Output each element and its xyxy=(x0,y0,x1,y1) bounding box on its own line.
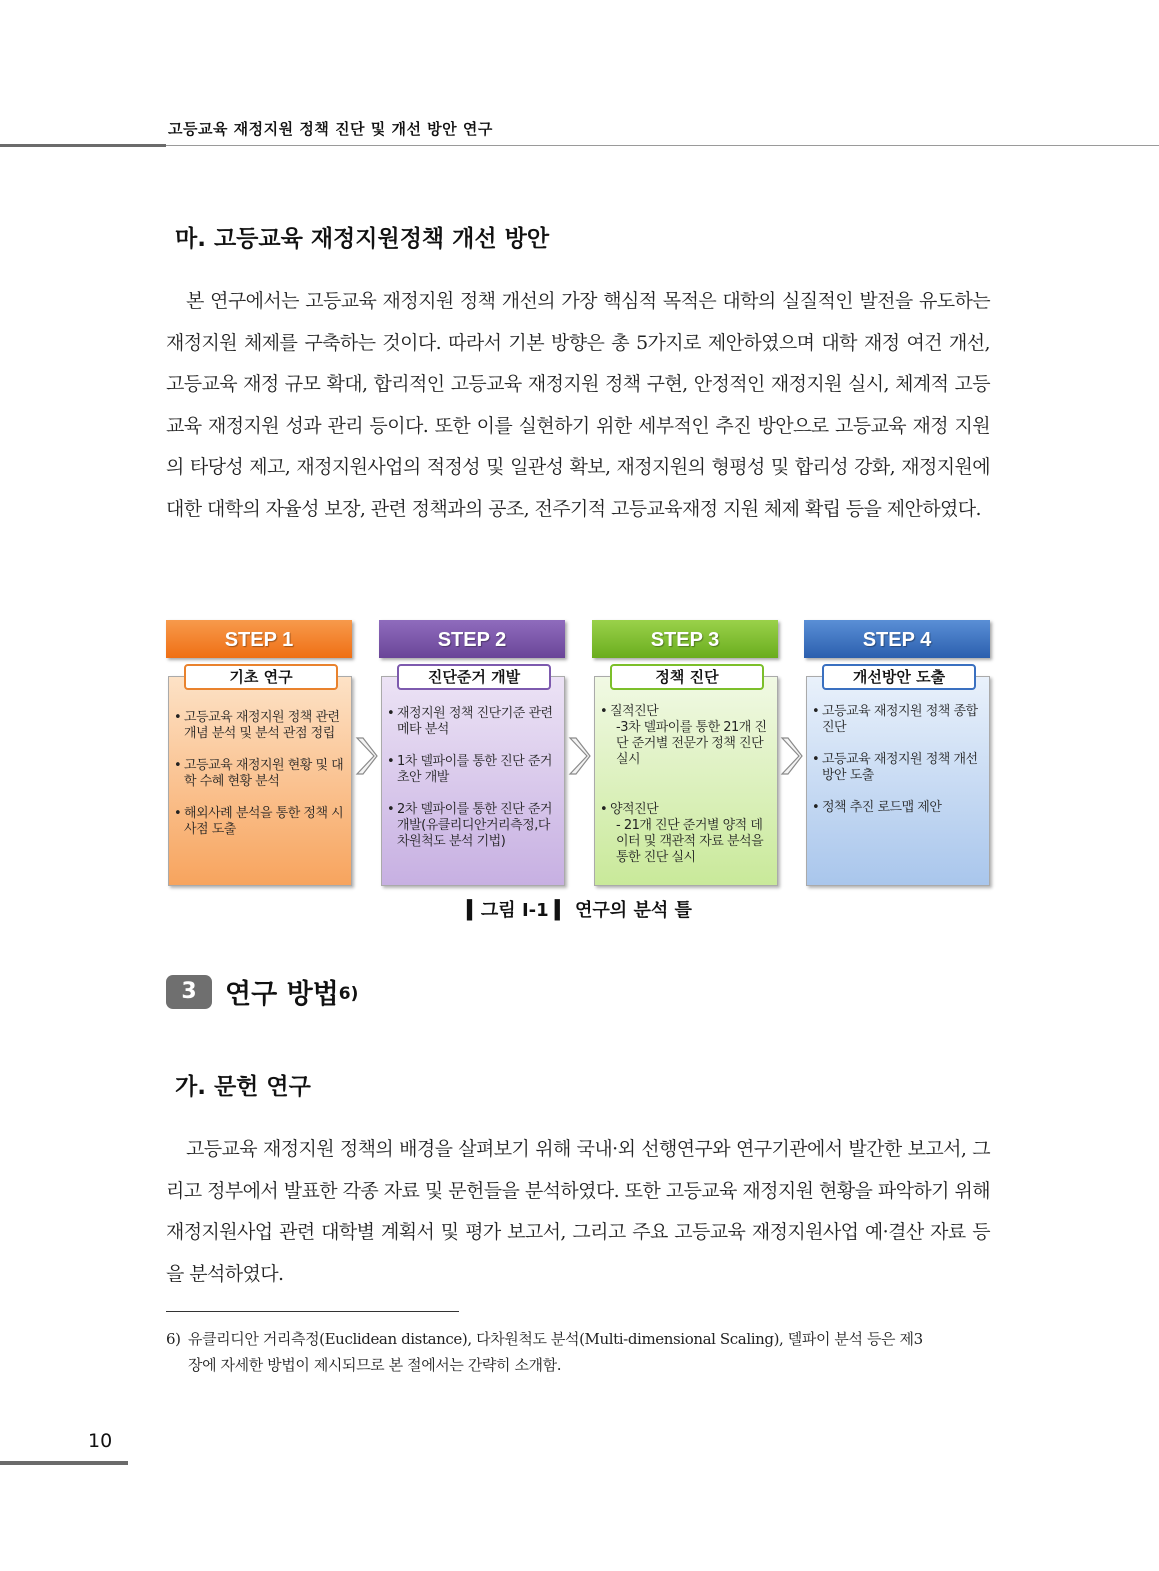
figure-caption: ▍그림 Ⅰ-1 ▍ 연구의 분석 틀 xyxy=(467,900,692,921)
list-item: • 2차 델파이를 통한 진단 준거개발(유클리디안거리측정,다차원척도 분석 기법) xyxy=(387,802,552,849)
chevron-right-icon xyxy=(354,736,378,776)
footnote-number: 6) xyxy=(166,1330,181,1348)
step-2-header: STEP 2 xyxy=(379,620,565,658)
page-number-rule xyxy=(0,1461,128,1465)
step-4-label: 개선방안 도출 xyxy=(822,664,976,690)
step-4-items xyxy=(812,704,984,832)
page-number: 10 xyxy=(88,1430,113,1452)
list-item: • 1차 델파이를 통한 진단 준거 초안 개발 xyxy=(387,754,552,785)
step-3-label: 정책 진단 xyxy=(610,664,764,690)
step-2-items xyxy=(387,706,559,866)
list-item: • 고등교육 재정지원 정책 개선방안 도출 xyxy=(812,752,978,783)
footnote-line-1: 유클리디안 거리측정(Euclidean distance), 다차원척도 분석(Multi-dimensional Scaling), 델파이 분석 등은 제3 xyxy=(188,1330,923,1348)
chevron-right-icon xyxy=(567,736,591,776)
step-1-column xyxy=(166,618,352,888)
chevron-right-icon xyxy=(779,736,803,776)
step-3-header: STEP 3 xyxy=(592,620,778,658)
step-2-column xyxy=(379,618,565,888)
step-1-header: STEP 1 xyxy=(166,620,352,658)
paragraph-literature: 고등교육 재정지원 정책의 배경을 살펴보기 위해 국내·외 선행연구와 연구기관에서 발간한 보고서, 그리고 정부에서 발표한 각종 자료 및 문헌들을 분석하였다. 또한 고등교육 재정지원 현황을 파악하기 위해 재정지원사업 관련 대학별 계획서 및 평가 보고서, 그리고 주요 고등교육 재정지원사업 예·결산 자료 등을 분석하였다. xyxy=(166,1138,990,1285)
step-1-label: 기초 연구 xyxy=(184,664,338,690)
step-3-items xyxy=(600,704,772,882)
list-item: • 고등교육 재정지원 정책 종합 진단 xyxy=(812,704,978,735)
footnote-line-2: 장에 자세한 방법이 제시되므로 본 절에서는 간략히 소개함. xyxy=(188,1356,562,1374)
list-item: • 고등교육 재정지원 현황 및 대학 수혜 현황 분석 xyxy=(174,758,344,789)
list-item: • 정책 추진 로드맵 제안 xyxy=(812,800,942,815)
step-3-column xyxy=(592,618,778,888)
step-1-items xyxy=(174,710,346,854)
step-4-header: STEP 4 xyxy=(804,620,990,658)
footnote-rule xyxy=(166,1311,459,1312)
header-rule-accent xyxy=(0,144,166,147)
header-rule xyxy=(166,145,1159,146)
section-number-badge: 3 xyxy=(166,975,212,1009)
step-2-label: 진단준거 개발 xyxy=(397,664,551,690)
list-item: • 고등교육 재정지원 정책 관련 개념 분석 및 분석 관점 정립 xyxy=(174,710,340,741)
subsection-heading-ga: 가. 문헌 연구 xyxy=(175,1074,311,1100)
list-item: • 재정지원 정책 진단기준 관련 메타 분석 xyxy=(387,706,553,737)
footnote xyxy=(166,1326,990,1378)
footnote-reference[interactable]: 6) xyxy=(338,984,359,1004)
list-item: • 해외사례 분석을 통한 정책 시사점 도출 xyxy=(174,806,344,837)
subsection-heading-ma: 마. 고등교육 재정지원정책 개선 방안 xyxy=(175,226,550,252)
list-item: • 질적진단 -3차 델파이를 통한 21개 진단 준거별 전문가 정책 진단 실시 xyxy=(600,704,767,767)
list-item: • 양적진단 - 21개 진단 준거별 양적 데이터 및 객관적 자료 분석을 통한 진단 실시 xyxy=(600,802,764,865)
research-framework-figure xyxy=(166,618,991,890)
section-title: 연구 방법$^{6)}$ xyxy=(225,979,359,1010)
paragraph-improvement: 본 연구에서는 고등교육 재정지원 정책 개선의 가장 핵심적 목적은 대학의 실질적인 발전을 유도하는 재정지원 체제를 구축하는 것이다. 따라서 기본 방향은 총 5가지로 제안하였으며 대학 재정 여건 개선, 고등교육 재정 규모 확대, 합리적인 고등교육 재정지원 정책 구현, 안정적인 재정지원 실시, 체계적 고등교육 재정지원 성과 관리 등이다. 또한 이를 실현하기 위한 세부적인 추진 방안으로 고등교육 재정 지원의 타당성 제고, 재정지원사업의 적정성 및 일관성 확보, 재정지원의 형평성 및 합리성 강화, 재정지원에 대한 대학의 자율성 보장, 관련 정책과의 공조, 전주기적 고등교육재정 지원 체제 확립 등을 제안하였다. xyxy=(166,290,990,520)
running-header: 고등교육 재정지원 정책 진단 및 개선 방안 연구 xyxy=(168,120,493,138)
step-4-column xyxy=(804,618,990,888)
